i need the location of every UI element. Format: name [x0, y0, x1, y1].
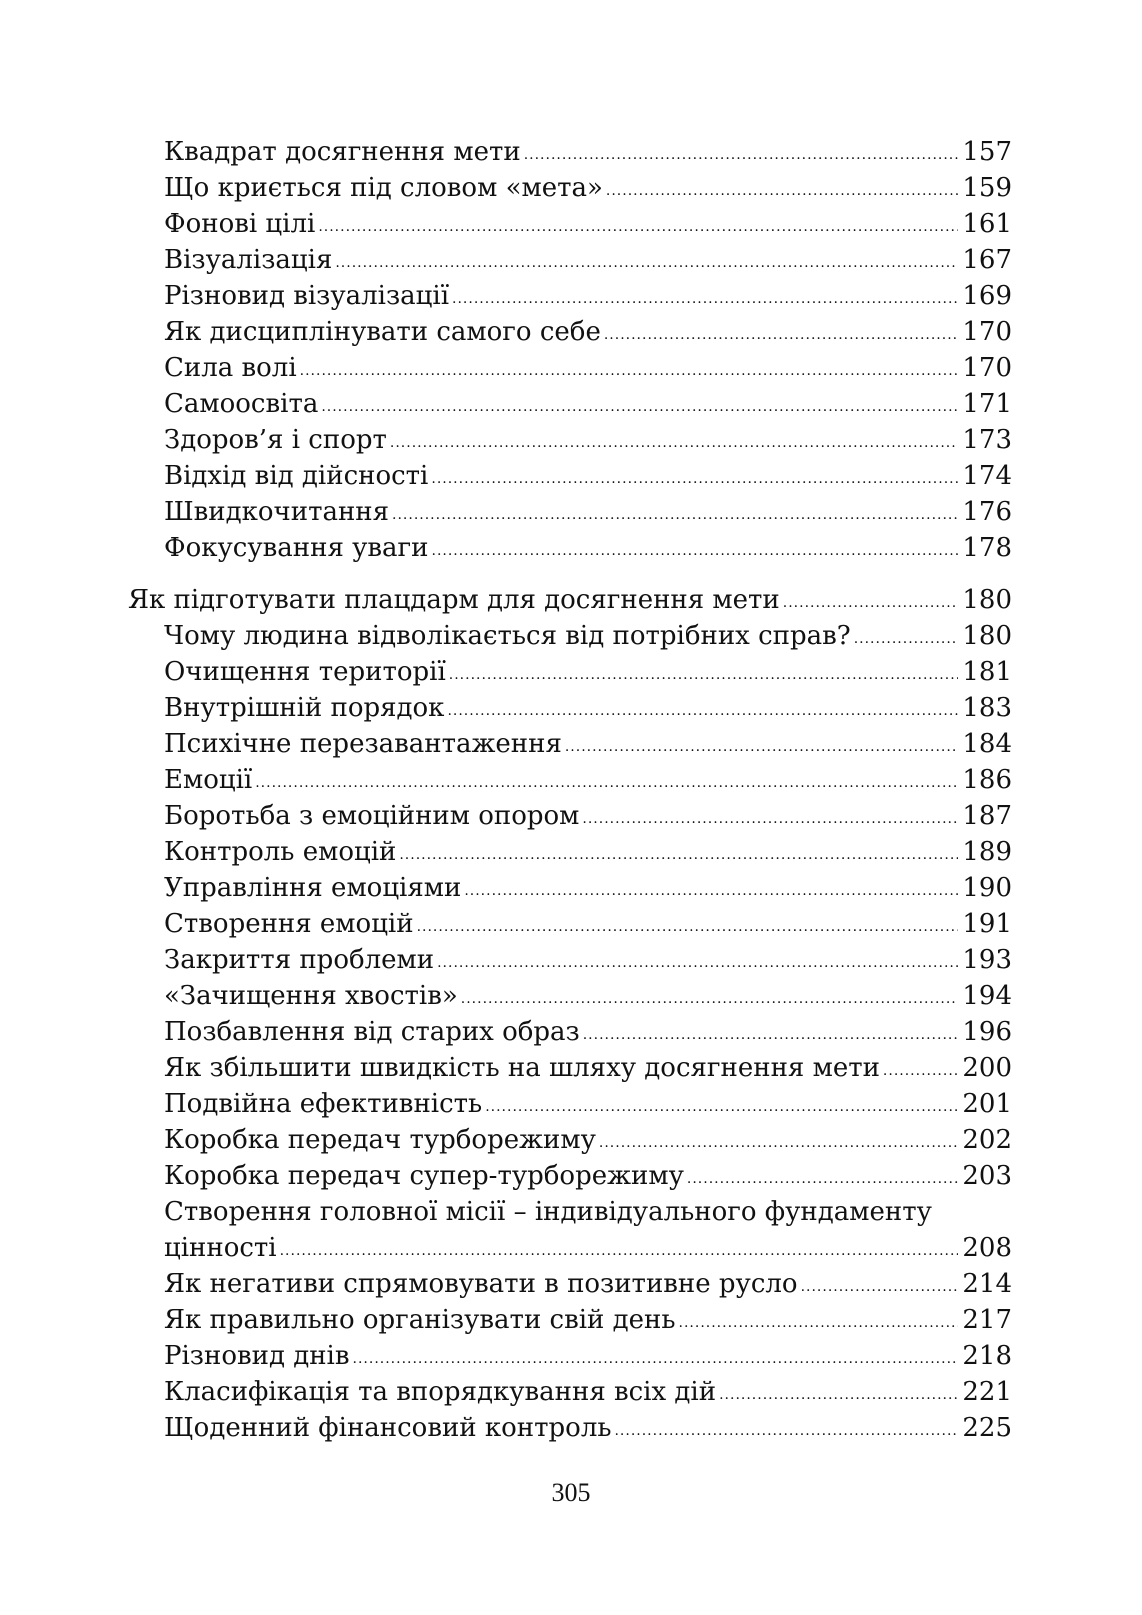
toc-entry-page: 181	[962, 657, 1012, 687]
toc-entry-page: 201	[962, 1089, 1012, 1119]
toc-group-2a	[128, 618, 1012, 1194]
toc-entry-title: Як дисциплінувати самого себе	[164, 317, 601, 347]
toc-dot-leader	[437, 945, 958, 981]
toc-dot-leader	[599, 1125, 958, 1161]
toc-dot-leader	[614, 1413, 958, 1449]
toc-entry-page: 190	[962, 873, 1012, 903]
toc-dot-leader	[801, 1269, 959, 1305]
toc-entry[interactable]	[128, 170, 1012, 206]
toc-entry[interactable]	[128, 726, 1012, 762]
toc-entry-title: Очищення території	[164, 657, 446, 687]
toc-dot-leader	[431, 461, 958, 497]
toc-dot-leader	[485, 1089, 958, 1125]
toc-entry-page: 200	[962, 1053, 1012, 1083]
toc-entry-page: 157	[962, 137, 1012, 167]
toc-dot-leader	[606, 173, 958, 209]
toc-entry-page: 170	[962, 317, 1012, 347]
toc-dot-leader	[432, 533, 959, 569]
toc-dot-leader	[335, 245, 958, 281]
toc-entry-page: 187	[962, 801, 1012, 831]
toc-entry[interactable]	[128, 1086, 1012, 1122]
toc-entry-page: 186	[962, 765, 1012, 795]
toc-group-2b	[128, 1266, 1012, 1446]
toc-entry-page: 218	[962, 1341, 1012, 1371]
toc-entry-page: 184	[962, 729, 1012, 759]
toc-dot-leader	[417, 909, 959, 945]
toc-entry[interactable]	[128, 314, 1012, 350]
toc-entry[interactable]	[128, 458, 1012, 494]
toc-group-1	[128, 134, 1012, 566]
toc-entry[interactable]	[128, 1014, 1012, 1050]
toc-entry-title: Квадрат досягнення мети	[164, 137, 521, 167]
toc-entry-title: Подвійна ефективність	[164, 1089, 483, 1119]
toc-entry-wrapped[interactable]	[128, 1194, 1012, 1266]
toc-entry-title: Боротьба з емоційним опором	[164, 801, 580, 831]
toc-entry-page: 193	[962, 945, 1012, 975]
toc-entry-title: Швидкочитання	[164, 497, 390, 527]
toc-entry[interactable]	[128, 798, 1012, 834]
toc-entry-title: Позбавлення від старих образ	[164, 1017, 580, 1047]
toc-dot-leader	[679, 1305, 959, 1341]
toc-dot-leader	[452, 281, 958, 317]
toc-entry-wrapped-last-line	[128, 1230, 1012, 1266]
toc-entry-title: Як підготувати плацдарм для досягнення мети	[128, 585, 780, 615]
toc-entry-title: Як збільшити швидкість на шляху досягнення мети	[164, 1053, 880, 1083]
toc-entry-page: 183	[962, 693, 1012, 723]
toc-entry-page: 217	[962, 1305, 1012, 1335]
toc-dot-leader	[854, 621, 959, 657]
toc-entry-page: 171	[962, 389, 1012, 419]
table-of-contents	[128, 134, 1012, 1446]
toc-dot-leader	[565, 729, 959, 765]
toc-entry-title-line-1: Створення головної місії – індивідуального фундаменту	[164, 1197, 932, 1227]
toc-dot-leader	[300, 353, 959, 389]
toc-entry-page: 159	[962, 173, 1012, 203]
toc-entry-title: Здоров’я і спорт	[164, 425, 387, 455]
toc-entry[interactable]	[128, 1158, 1012, 1194]
toc-section-heading[interactable]	[128, 582, 1012, 618]
toc-entry-title: Закриття проблеми	[164, 945, 435, 975]
toc-entry[interactable]	[128, 834, 1012, 870]
toc-entry-title: «Зачищення хвостів»	[164, 981, 458, 1011]
toc-dot-leader	[390, 425, 958, 461]
toc-entry-title: Як правильно організувати свій день	[164, 1305, 676, 1335]
toc-entry-title: Коробка передач супер-турборежиму	[164, 1161, 684, 1191]
toc-entry[interactable]	[128, 1122, 1012, 1158]
toc-entry-page: 225	[962, 1413, 1012, 1443]
toc-entry-page: 176	[962, 497, 1012, 527]
toc-entry-title: Емоції	[164, 765, 253, 795]
toc-entry[interactable]	[128, 618, 1012, 654]
toc-entry[interactable]	[128, 1374, 1012, 1410]
toc-dot-leader	[524, 137, 959, 173]
toc-entry-page: 180	[962, 621, 1012, 651]
toc-entry-page: 221	[962, 1377, 1012, 1407]
toc-dot-leader	[687, 1161, 958, 1197]
toc-dot-leader	[399, 837, 958, 873]
toc-entry-title: Фокусування уваги	[164, 533, 429, 563]
toc-entry-page: 202	[962, 1125, 1012, 1155]
toc-entry-title: Відхід від дійсності	[164, 461, 429, 491]
toc-entry-title: Класифікація та впорядкування всіх дій	[164, 1377, 717, 1407]
toc-entry[interactable]	[128, 278, 1012, 314]
toc-entry[interactable]	[128, 206, 1012, 242]
toc-entry[interactable]	[128, 494, 1012, 530]
toc-entry[interactable]	[128, 422, 1012, 458]
toc-entry-title: Контроль емоцій	[164, 837, 397, 867]
toc-entry-title: Створення емоцій	[164, 909, 414, 939]
toc-entry-page: 169	[962, 281, 1012, 311]
toc-entry-page: 196	[962, 1017, 1012, 1047]
toc-entry-title: Як негативи спрямовувати в позитивне русло	[164, 1269, 798, 1299]
toc-entry[interactable]	[128, 1410, 1012, 1446]
toc-dot-leader	[255, 765, 958, 801]
toc-entry-page: 194	[962, 981, 1012, 1011]
toc-dot-leader	[583, 1017, 959, 1053]
toc-dot-leader	[447, 693, 958, 729]
toc-entry-title: Візуалізація	[164, 245, 333, 275]
toc-dot-leader	[582, 801, 958, 837]
toc-entry[interactable]	[128, 870, 1012, 906]
toc-entry-page: 189	[962, 837, 1012, 867]
toc-dot-leader	[783, 585, 959, 621]
toc-entry[interactable]	[128, 134, 1012, 170]
toc-dot-leader	[353, 1341, 959, 1377]
toc-entry-page: 191	[962, 909, 1012, 939]
toc-entry[interactable]	[128, 1050, 1012, 1086]
toc-entry-title: Самоосвіта	[164, 389, 319, 419]
toc-entry-title: Фонові цілі	[164, 209, 316, 239]
toc-entry-title: Різновид днів	[164, 1341, 350, 1371]
toc-entry-title: Психічне перезавантаження	[164, 729, 562, 759]
toc-entry-title: Різновид візуалізації	[164, 281, 450, 311]
toc-entry[interactable]	[128, 654, 1012, 690]
toc-dot-leader	[449, 657, 959, 693]
toc-dot-leader	[321, 389, 958, 425]
toc-entry-page: 161	[962, 209, 1012, 239]
toc-entry[interactable]	[128, 1338, 1012, 1374]
toc-entry-title: Щоденний фінансовий контроль	[164, 1413, 612, 1443]
toc-entry-page: 180	[962, 585, 1012, 615]
toc-entry-page: 203	[962, 1161, 1012, 1191]
toc-dot-leader	[604, 317, 959, 353]
toc-entry[interactable]	[128, 942, 1012, 978]
toc-entry-page: 208	[962, 1233, 1012, 1263]
page-number: 305	[551, 1478, 591, 1507]
toc-dot-leader	[392, 497, 958, 533]
toc-entry-title-line-2: цінності	[164, 1233, 277, 1263]
toc-entry-page: 214	[962, 1269, 1012, 1299]
toc-entry-title: Сила волі	[164, 353, 297, 383]
toc-dot-leader	[318, 209, 958, 245]
toc-entry-page: 170	[962, 353, 1012, 383]
toc-entry[interactable]	[128, 1302, 1012, 1338]
toc-dot-leader	[719, 1377, 958, 1413]
toc-entry-title: Чому людина відволікається від потрібних справ?	[164, 621, 851, 651]
toc-entry-title: Управління емоціями	[164, 873, 462, 903]
toc-entry-page: 167	[962, 245, 1012, 275]
toc-entry[interactable]	[128, 386, 1012, 422]
toc-dot-leader	[280, 1233, 959, 1269]
toc-entry-title: Що криється під словом «мета»	[164, 173, 603, 203]
toc-entry[interactable]	[128, 762, 1012, 798]
toc-entry-title: Внутрішній порядок	[164, 693, 445, 723]
toc-dot-leader	[883, 1053, 958, 1089]
toc-entry[interactable]	[128, 530, 1012, 566]
toc-entry[interactable]	[128, 978, 1012, 1014]
toc-entry-page: 174	[962, 461, 1012, 491]
toc-entry[interactable]	[128, 242, 1012, 278]
toc-entry[interactable]	[128, 1266, 1012, 1302]
toc-entry[interactable]	[128, 906, 1012, 942]
toc-dot-leader	[464, 873, 958, 909]
toc-entry-page: 178	[962, 533, 1012, 563]
toc-entry-title: Коробка передач турборежиму	[164, 1125, 596, 1155]
toc-entry[interactable]	[128, 350, 1012, 386]
toc-dot-leader	[461, 981, 959, 1017]
toc-entry[interactable]	[128, 690, 1012, 726]
toc-entry-page: 173	[962, 425, 1012, 455]
